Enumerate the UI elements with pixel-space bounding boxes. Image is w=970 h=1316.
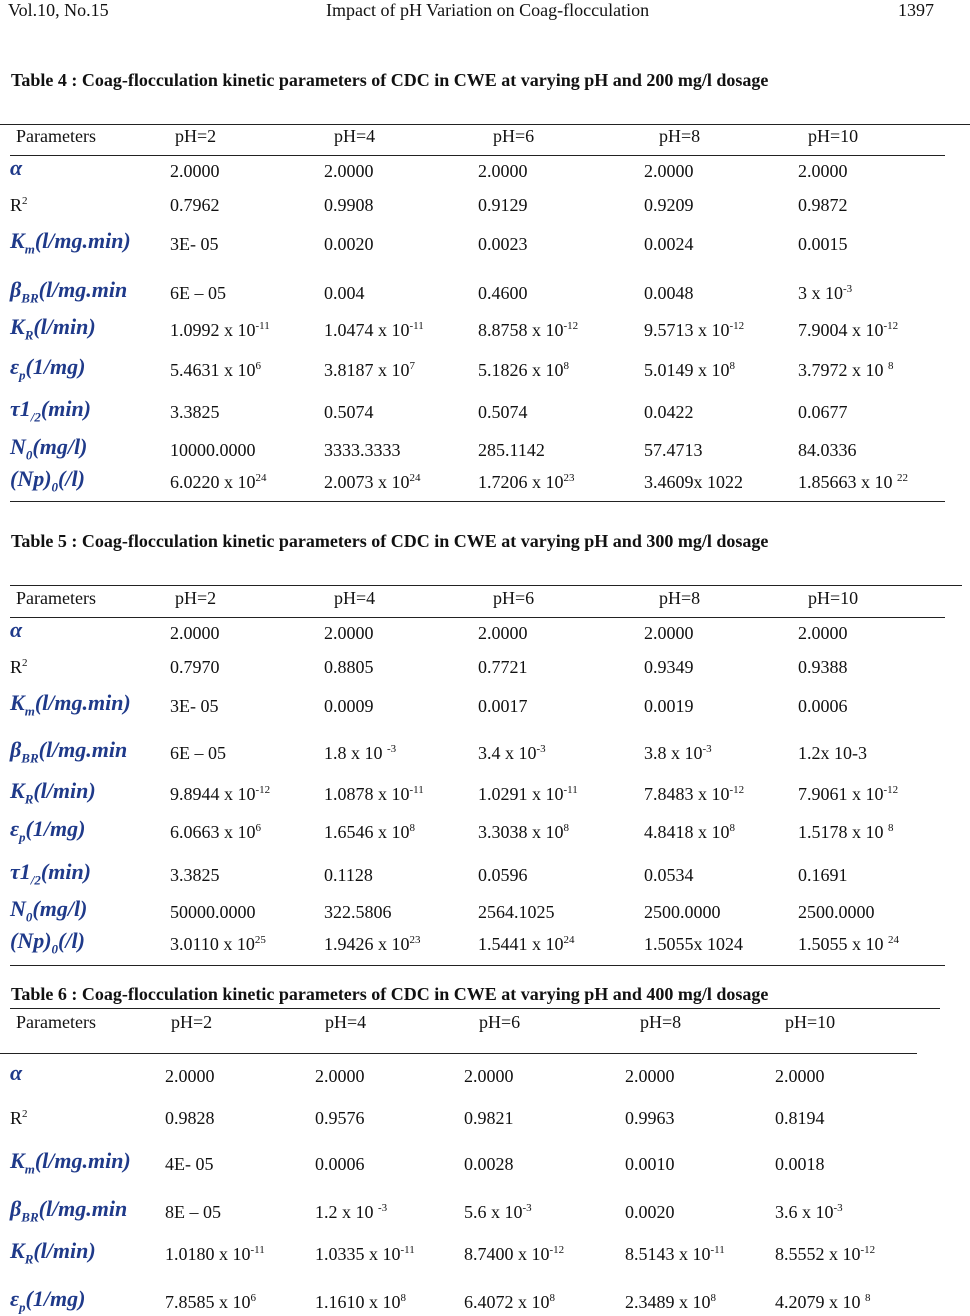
table-title: Table 4 : Coag-flocculation kinetic parameters of CDC in CWE at varying pH and 200 mg/l dosage (11, 70, 769, 90)
table-cell: 7.9061 x $10^{-12}$ (798, 784, 899, 804)
table-cell: 2.0000 (315, 1066, 365, 1086)
parameter-label: $(Np)_0(/l)$ (10, 928, 85, 957)
column-header-ph: pH=2 (171, 1012, 213, 1032)
table-cell: 3.3038 x $10^8$ (478, 822, 569, 842)
table-cell: 1.0474 x $10^{-11}$ (324, 320, 424, 340)
table-rule (10, 965, 945, 966)
table-cell: 1.2x 10-3 (798, 743, 867, 763)
table-cell: 0.5074 (478, 402, 528, 422)
table-cell: 1.1610 x $10^8$ (315, 1292, 406, 1312)
table-cell: 4.8418 x $10^8$ (644, 822, 735, 842)
table-cell: 2.0000 (478, 161, 528, 181)
parameter-label: $(Np)_0(/l)$ (10, 466, 85, 495)
table-cell: 3.8 x $10^{-3}$ (644, 743, 712, 763)
table-rule (10, 501, 945, 502)
parameter-label: $N_0(mg/l)$ (10, 896, 88, 925)
table-cell: 2.0000 (324, 161, 374, 181)
table-cell: 3E- 05 (170, 696, 219, 716)
table-rule (10, 617, 945, 618)
table-cell: 3.7972 x 10 $^8$ (798, 360, 894, 380)
column-header-ph: pH=8 (659, 588, 701, 608)
column-header-parameters: Parameters (16, 1012, 96, 1032)
table-cell: 1.0291 x $10^{-11}$ (478, 784, 578, 804)
table-cell: 3.3825 (170, 865, 220, 885)
table-cell: 1.9426 x $10^{23}$ (324, 934, 421, 954)
table-cell: 3.4 x $10^{-3}$ (478, 743, 546, 763)
table-cell: 2.0000 (324, 623, 374, 643)
table-cell: 1.0180 x $10^{-11}$ (165, 1244, 265, 1264)
column-header-ph: pH=4 (325, 1012, 367, 1032)
table-cell: 9.5713 x $10^{-12}$ (644, 320, 745, 340)
table-cell: 0.1691 (798, 865, 848, 885)
table-cell: 0.9908 (324, 195, 374, 215)
column-header-ph: pH=2 (175, 588, 217, 608)
table-cell: 6E – 05 (170, 743, 226, 763)
table-cell: 3.8187 x $10^7$ (324, 360, 415, 380)
table-cell: 2.0000 (644, 161, 694, 181)
table-cell: 10000.0000 (170, 440, 256, 460)
table-cell: 8E – 05 (165, 1202, 221, 1222)
table-cell: 3333.3333 (324, 440, 401, 460)
table-cell: 2.0000 (464, 1066, 514, 1086)
table-cell: 0.0006 (315, 1154, 365, 1174)
column-header-ph: pH=10 (808, 588, 859, 608)
table-cell: 1.0878 x $10^{-11}$ (324, 784, 424, 804)
table-cell: 0.0596 (478, 865, 528, 885)
table-cell: 84.0336 (798, 440, 857, 460)
table-title: Table 5 : Coag-flocculation kinetic parameters of CDC in CWE at varying pH and 300 mg/l dosage (11, 531, 769, 551)
table-cell: 0.9576 (315, 1108, 365, 1128)
column-header-ph: pH=10 (808, 126, 859, 146)
parameter-label: $\varepsilon_p(1/mg)$ (10, 816, 86, 845)
table-cell: 1.8 x 10 $^{-3}$ (324, 743, 397, 763)
table-cell: 0.5074 (324, 402, 374, 422)
table-cell: 57.4713 (644, 440, 703, 460)
table-cell: 0.7970 (170, 657, 220, 677)
parameter-label: $\beta_{BR}(l/mg.\min$ (10, 277, 128, 306)
table-cell: 6.0663 x $10^6$ (170, 822, 261, 842)
parameter-label: α (10, 1060, 23, 1085)
column-header-ph: pH=6 (493, 588, 535, 608)
parameter-label: $N_0(mg/l)$ (10, 434, 88, 463)
table-cell: 7.8483 x $10^{-12}$ (644, 784, 745, 804)
table-cell: 0.0020 (625, 1202, 675, 1222)
running-title: Impact of pH Variation on Coag-flocculation (326, 0, 650, 20)
table-cell: 0.9821 (464, 1108, 514, 1128)
parameter-label: $R^2$ (10, 657, 28, 677)
table-cell: 0.9209 (644, 195, 694, 215)
table-cell: 1.5055 x 10 $^{24}$ (798, 934, 899, 954)
table-cell: 0.0048 (644, 283, 694, 303)
parameter-label: $K_R(l/\min)$ (10, 778, 96, 807)
column-header-ph: pH=2 (175, 126, 217, 146)
table-cell: 7.8585 x $10^6$ (165, 1292, 256, 1312)
table-cell: 4.2079 x 10 $^8$ (775, 1292, 871, 1312)
table-cell: 0.1128 (324, 865, 373, 885)
table-cell: 1.0992 x $10^{-11}$ (170, 320, 270, 340)
table-cell: 1.6546 x $10^8$ (324, 822, 415, 842)
table-cell: 7.9004 x $10^{-12}$ (798, 320, 899, 340)
parameter-label: $\varepsilon_p(1/mg)$ (10, 1286, 86, 1315)
table-cell: 2.0000 (170, 161, 220, 181)
table-cell: 2.0000 (165, 1066, 215, 1086)
parameter-label: α (10, 617, 23, 642)
column-header-ph: pH=8 (640, 1012, 682, 1032)
table-rule (10, 1008, 940, 1009)
table-cell: 2500.0000 (644, 902, 721, 922)
parameter-label: $K_m(l/mg.\min)$ (10, 228, 131, 257)
table-cell: 6.0220 x $10^{24}$ (170, 472, 267, 492)
column-header-ph: pH=8 (659, 126, 701, 146)
table-cell: 3.4609x 1022 (644, 472, 743, 492)
table-rule (0, 124, 970, 125)
table-cell: 0.0024 (644, 234, 694, 254)
table-cell: 0.0015 (798, 234, 848, 254)
table-cell: 3.0110 x $10^{25}$ (170, 934, 266, 954)
table-cell: 1.0335 x $10^{-11}$ (315, 1244, 415, 1264)
parameter-label: $K_m(l/mg.\min)$ (10, 690, 131, 719)
table-cell: 1.7206 x $10^{23}$ (478, 472, 575, 492)
parameter-label: $K_m(l/mg.\min)$ (10, 1148, 131, 1177)
table-cell: 3 x $10^{-3}$ (798, 283, 853, 303)
table-cell: 8.5143 x $10^{-11}$ (625, 1244, 725, 1264)
table-rule (10, 585, 962, 586)
table-cell: 2.0000 (644, 623, 694, 643)
table-cell: 5.0149 x $10^8$ (644, 360, 735, 380)
table-cell: 1.85663 x 10 $^{22}$ (798, 472, 908, 492)
column-header-ph: pH=10 (785, 1012, 836, 1032)
table-cell: 0.0009 (324, 696, 374, 716)
table-cell: 322.5806 (324, 902, 392, 922)
table-cell: 0.9828 (165, 1108, 215, 1128)
table-cell: 0.0019 (644, 696, 694, 716)
parameter-label: $\beta_{BR}(l/mg.\min$ (10, 1196, 128, 1225)
column-header-ph: pH=6 (479, 1012, 521, 1032)
table-cell: 0.7721 (478, 657, 528, 677)
table-cell: 0.0017 (478, 696, 528, 716)
table-cell: 285.1142 (478, 440, 545, 460)
table-cell: 0.0006 (798, 696, 848, 716)
table-cell: 2.0000 (775, 1066, 825, 1086)
table-cell: 5.6 x $10^{-3}$ (464, 1202, 532, 1222)
column-header-ph: pH=6 (493, 126, 535, 146)
table-cell: 0.9872 (798, 195, 848, 215)
table-cell: 9.8944 x $10^{-12}$ (170, 784, 271, 804)
table-cell: 6.4072 x $10^8$ (464, 1292, 555, 1312)
parameter-label: α (10, 155, 23, 180)
table-cell: 50000.0000 (170, 902, 256, 922)
table-cell: 3.6 x $10^{-3}$ (775, 1202, 843, 1222)
column-header-ph: pH=4 (334, 126, 376, 146)
table-cell: 2.0073 x $10^{24}$ (324, 472, 421, 492)
table-cell: 0.4600 (478, 283, 528, 303)
table-cell: 2.0000 (625, 1066, 675, 1086)
parameter-label: $\tau 1_{/2}(\min)$ (10, 396, 92, 425)
table-title: Table 6 : Coag-flocculation kinetic parameters of CDC in CWE at varying pH and 400 mg/l dosage (11, 984, 769, 1004)
table-cell: 0.004 (324, 283, 365, 303)
journal-volume: Vol.10, No.15 (8, 0, 109, 20)
table-cell: 0.9963 (625, 1108, 675, 1128)
table-cell: 0.8805 (324, 657, 374, 677)
table-cell: 0.7962 (170, 195, 220, 215)
table-cell: 2.0000 (798, 161, 848, 181)
table-cell: 2.0000 (798, 623, 848, 643)
parameter-label: $K_R(l/\min)$ (10, 1238, 96, 1267)
parameter-label: $\varepsilon_p(1/mg)$ (10, 354, 86, 383)
table-cell: 0.0028 (464, 1154, 514, 1174)
table-rule (0, 1053, 917, 1054)
table-cell: 0.8194 (775, 1108, 825, 1128)
table-cell: 0.9129 (478, 195, 528, 215)
table-cell: 0.0010 (625, 1154, 675, 1174)
parameter-label: $R^2$ (10, 1108, 28, 1128)
column-header-ph: pH=4 (334, 588, 376, 608)
table-cell: 6E – 05 (170, 283, 226, 303)
table-cell: 5.1826 x $10^8$ (478, 360, 569, 380)
column-header-parameters: Parameters (16, 588, 96, 608)
table-cell: 3.3825 (170, 402, 220, 422)
table-cell: 4E- 05 (165, 1154, 214, 1174)
parameter-label: $\tau 1_{/2}(\min)$ (10, 859, 92, 888)
page-header (0, 0, 970, 24)
table-cell: 0.0018 (775, 1154, 825, 1174)
parameter-label: $K_R(l/\min)$ (10, 314, 96, 343)
table-cell: 0.0020 (324, 234, 374, 254)
table-cell: 0.9349 (644, 657, 694, 677)
parameter-label: $\beta_{BR}(l/mg.\min$ (10, 737, 128, 766)
column-header-parameters: Parameters (16, 126, 96, 146)
table-cell: 0.0534 (644, 865, 694, 885)
table-rule (10, 155, 945, 156)
table-cell: 2564.1025 (478, 902, 555, 922)
table-cell: 8.7400 x $10^{-12}$ (464, 1244, 565, 1264)
table-cell: 3E- 05 (170, 234, 219, 254)
table-cell: 1.2 x 10 $^{-3}$ (315, 1202, 388, 1222)
table-cell: 1.5178 x 10 $^8$ (798, 822, 894, 842)
page-number: 1397 (898, 0, 934, 20)
table-cell: 2.0000 (170, 623, 220, 643)
table-cell: 2500.0000 (798, 902, 875, 922)
table-cell: 1.5055x 1024 (644, 934, 743, 954)
table-cell: 5.4631 x $10^6$ (170, 360, 261, 380)
table-cell: 0.0023 (478, 234, 528, 254)
table-cell: 0.0422 (644, 402, 694, 422)
table-cell: 8.5552 x $10^{-12}$ (775, 1244, 876, 1264)
table-cell: 0.9388 (798, 657, 848, 677)
table-cell: 1.5441 x $10^{24}$ (478, 934, 575, 954)
parameter-label: $R^2$ (10, 195, 28, 215)
table-cell: 8.8758 x $10^{-12}$ (478, 320, 579, 340)
table-cell: 2.3489 x $10^8$ (625, 1292, 716, 1312)
table-cell: 2.0000 (478, 623, 528, 643)
table-cell: 0.0677 (798, 402, 848, 422)
